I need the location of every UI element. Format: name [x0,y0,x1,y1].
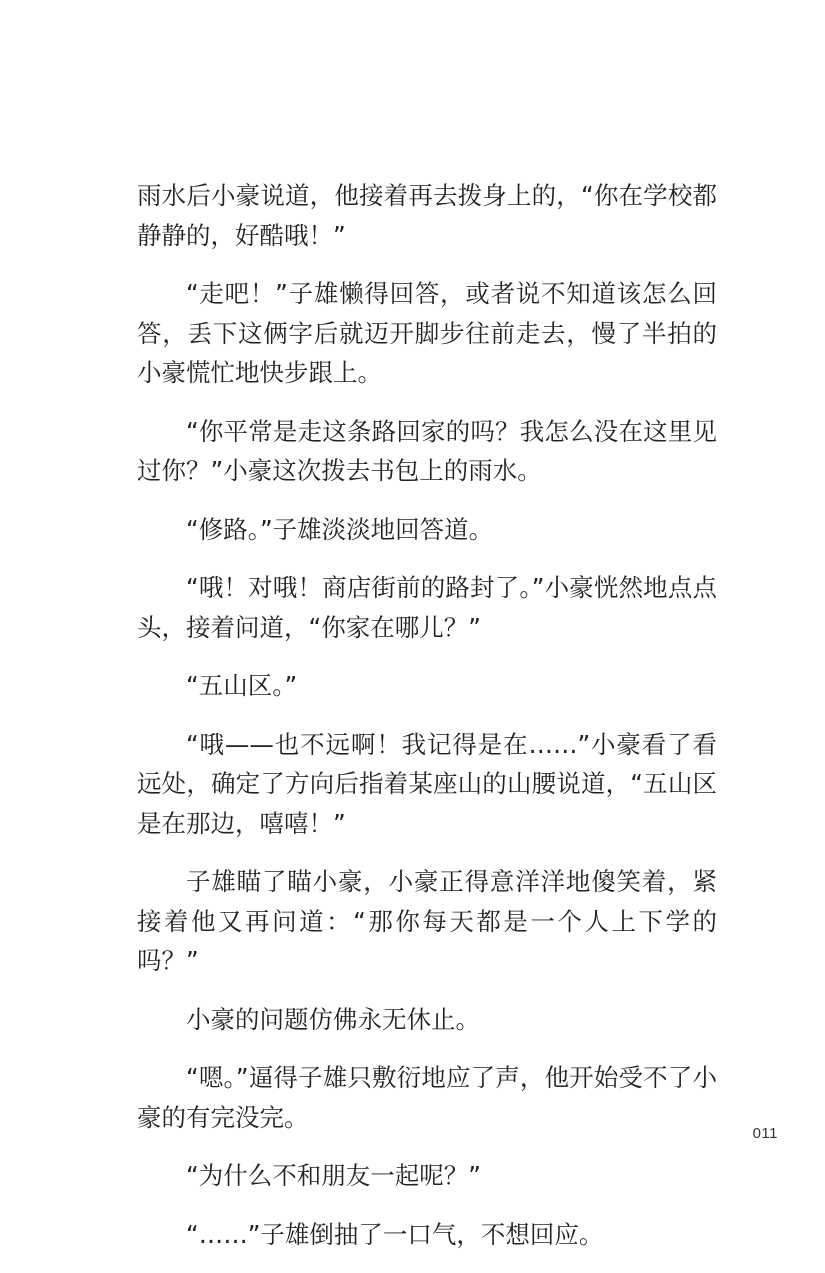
paragraph: “哦！对哦！商店街前的路封了。”小豪恍然地点点头，接着问道，“你家在哪儿？” [137,573,717,642]
paragraph: “走吧！”子雄懒得回答，或者说不知道该怎么回答，丢下这俩字后就迈开脚步往前走去，慢了半拍的小豪慌忙地快步跟上。 [137,279,717,387]
paragraph: 雨水后小豪说道，他接着再去拨身上的，“你在学校都静静的，好酷哦！” [137,181,717,250]
paragraph: “五山区。” [186,671,298,700]
paragraph: “……”子雄倒抽了一口气，不想回应。 [186,1219,604,1249]
paragraph: 小豪的问题仿佛永无休止。 [186,1004,480,1034]
paragraph: “为什么不和朋友一起呢？” [186,1161,481,1190]
paragraph: “修路。”子雄淡淡地回答道。 [186,514,494,544]
body-text [137,176,717,1273]
paragraph: 子雄瞄了瞄小豪，小豪正得意洋洋地傻笑着，紧接着他又再问道：“那你每天都是一个人上下学的吗？” [137,867,717,975]
paragraph: “你平常是走这条路回家的吗？我怎么没在这里见过你？”小豪这次拨去书包上的雨水。 [137,416,717,485]
page-number: 011 [752,1125,778,1142]
paragraph: “哦——也不远啊！我记得是在……”小豪看了看远处，确定了方向后指着某座山的山腰说道，“五山区是在那边，嘻嘻！” [137,729,717,838]
paragraph: “嗯。”逼得子雄只敷衍地应了声，他开始受不了小豪的有完没完。 [137,1063,717,1132]
